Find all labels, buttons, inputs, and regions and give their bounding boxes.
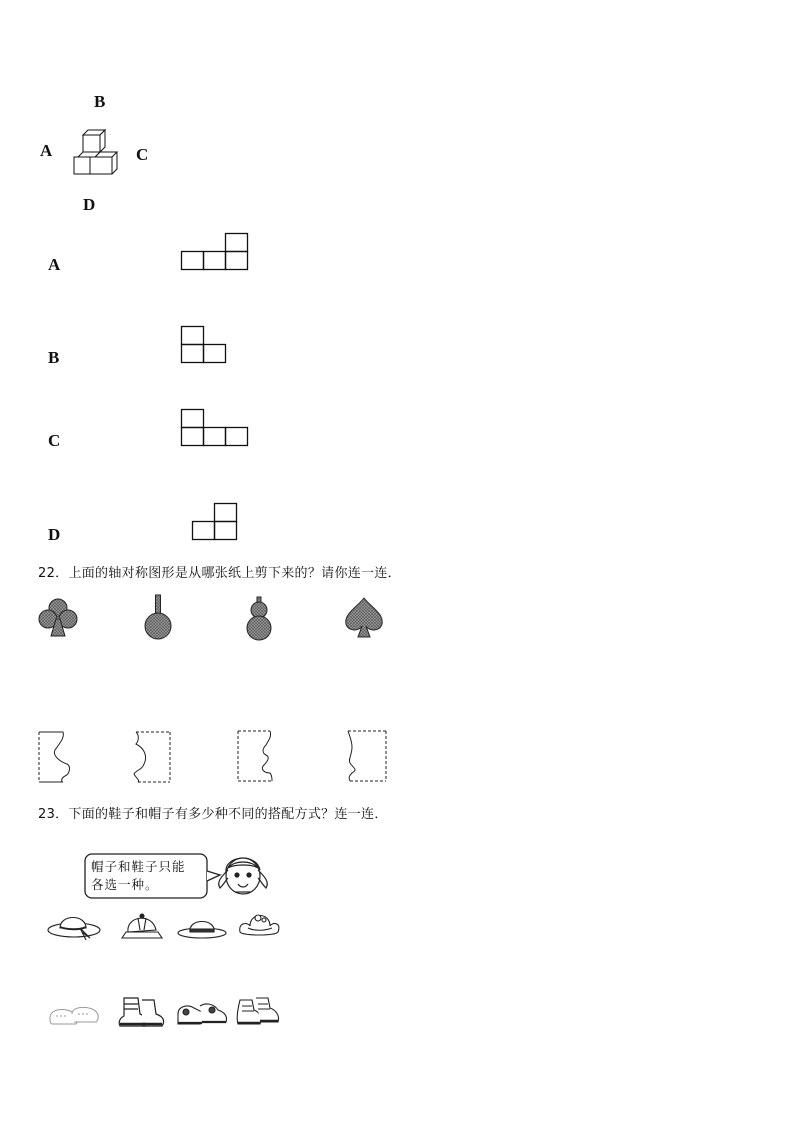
question-23-text: 23．下面的鞋子和帽子有多少种不同的搭配方式？连一连． [38,807,388,822]
paper-cut-4 [344,729,390,783]
option-a-label: A [48,255,61,274]
option-c-label: C [48,431,61,450]
speech-line-1: 帽子和鞋子只能 [91,859,186,874]
option-b-label: B [48,348,60,367]
question-22-text: 22．上面的轴对称图形是从哪张纸上剪下来的？请你连一连． [38,566,401,581]
paper-cut-3 [236,729,278,783]
sneaker-icon [174,996,230,1030]
running-shoe-icon [234,994,282,1030]
boot-icon [116,994,168,1032]
cube-solid-figure [70,125,120,180]
view-label-b: B [94,92,106,111]
paper-cut-2 [130,730,172,784]
view-label-a: A [40,141,53,160]
option-d-view [192,503,242,543]
option-b-view [181,326,231,366]
cap-icon [118,910,164,944]
flower-hat-icon [236,908,282,942]
girl-avatar [212,848,274,904]
gourd-icon [244,596,274,642]
speech-line-2: 各选一种。 [91,877,159,892]
option-a-view [181,233,251,273]
spade-icon [342,596,386,640]
view-label-d: D [83,195,96,214]
option-d-label: D [48,525,61,544]
paper-cut-1 [37,730,79,784]
option-c-view [181,409,253,449]
round-flask-icon [142,594,174,642]
fedora-icon [176,912,228,942]
sun-hat-icon [46,908,104,944]
view-label-c: C [136,145,149,164]
club-icon [37,597,79,639]
slipper-icon [46,998,102,1030]
